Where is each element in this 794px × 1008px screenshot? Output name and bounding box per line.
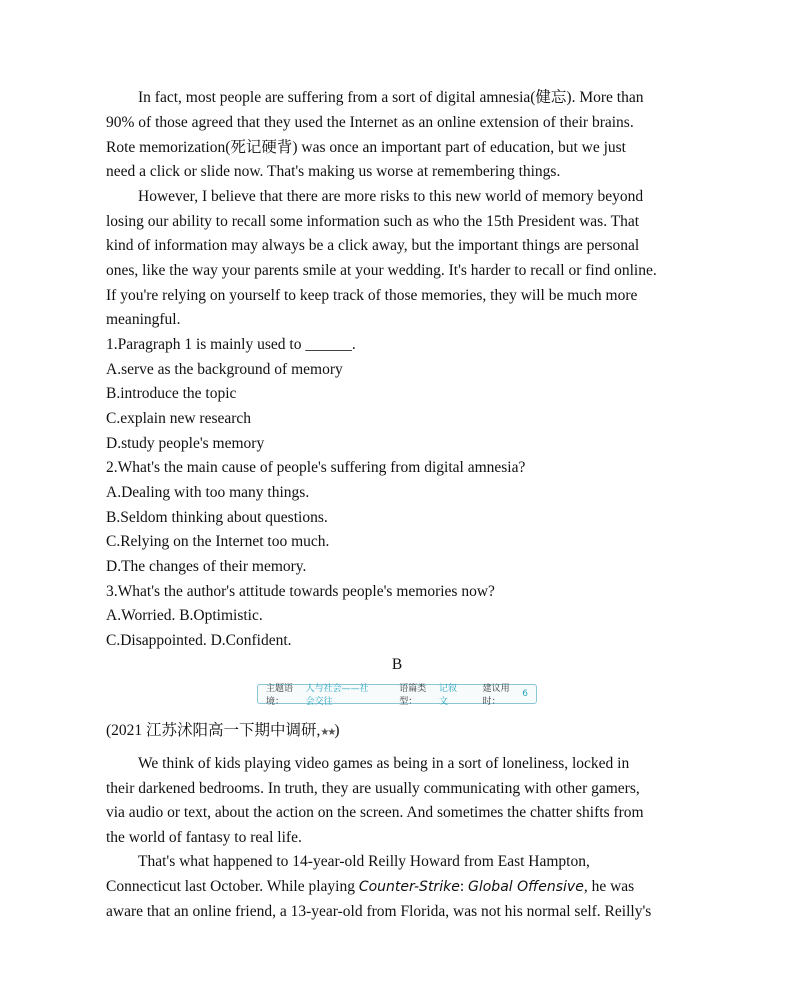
text-run: Connecticut last October. While playing — [106, 878, 359, 895]
answer-option: D.study people's memory — [106, 435, 265, 452]
question-stem: 2.What's the main cause of people's suffering from digital amnesia? — [106, 459, 526, 476]
paragraph-line: Rote memorization(死记硬背) was once an important part of education, but we just — [106, 139, 626, 156]
answer-option: A.Worried. B.Optimistic. — [106, 607, 263, 624]
difficulty-stars-icon: ★★ — [320, 727, 335, 738]
paragraph-line: meaningful. — [106, 311, 181, 328]
text-run: , he was — [583, 878, 635, 895]
paragraph-line: the world of fantasy to real life. — [106, 829, 302, 846]
game-subtitle: Global Offensive — [468, 879, 584, 895]
question-stem: 1.Paragraph 1 is mainly used to ______. — [106, 336, 356, 353]
source-close: ) — [334, 722, 340, 739]
answer-option: A.Dealing with too many things. — [106, 484, 310, 501]
theme-label: 主题语境： — [266, 684, 294, 707]
paragraph-line: That's what happened to 14-year-old Reilly Howard from East Hampton, — [138, 853, 590, 870]
answer-option: C.explain new research — [106, 410, 252, 427]
paragraph-line: via audio or text, about the action on the screen. And sometimes the chatter shifts from — [106, 804, 644, 821]
paragraph-line: losing our ability to recall some information such as who the 15th President was. That — [106, 213, 640, 230]
answer-option: D.The changes of their memory. — [106, 558, 307, 575]
paragraph-line: ones, like the way your parents smile at your wedding. It's harder to recall or find online. — [106, 262, 657, 279]
game-title: Counter-Strike — [358, 879, 460, 895]
answer-option: C.Relying on the Internet too much. — [106, 533, 330, 550]
time-label: 建议用时： — [482, 684, 510, 707]
paragraph-line: their darkened bedrooms. In truth, they are usually communicating with other gamers, — [106, 780, 640, 797]
answer-option: A.serve as the background of memory — [106, 361, 343, 378]
source-note — [106, 721, 696, 743]
answer-option: B.Seldom thinking about questions. — [106, 509, 328, 526]
paragraph-line: kind of information may always be a click away, but the important things are personal — [106, 237, 640, 254]
paragraph-line: In fact, most people are suffering from a sort of digital amnesia(健忘). More than — [138, 89, 644, 106]
paragraph-line: We think of kids playing video games as being in a sort of loneliness, locked in — [138, 755, 630, 772]
context-tag-bar — [257, 684, 537, 707]
paragraph-line: If you're relying on yourself to keep track of those memories, they will be much more — [106, 287, 638, 304]
answer-option: C.Disappointed. D.Confident. — [106, 632, 292, 649]
question-stem: 3.What's the author's attitude towards people's memories now? — [106, 583, 495, 600]
paragraph-line: However, I believe that there are more risks to this new world of memory beyond — [138, 188, 644, 205]
paragraph-line: aware that an online friend, a 13-year-old from Florida, was not his normal self. Reilly's — [106, 903, 652, 920]
answer-option: B.introduce the topic — [106, 385, 237, 402]
source-text: (2021 江苏沭阳高一下期中调研, — [106, 722, 321, 739]
paragraph-line: need a click or slide now. That's making us worse at remembering things. — [106, 163, 561, 180]
type-value: 记叙文 — [438, 684, 457, 707]
paragraph-line: 90% of those agreed that they used the Internet as an online extension of their brains. — [106, 114, 634, 131]
theme-value: 人与社会——社会交往 — [305, 684, 369, 707]
text-run: : — [459, 878, 468, 895]
section-heading: B — [391, 656, 403, 673]
paragraph-line — [106, 877, 696, 897]
type-label: 语篇类型： — [399, 684, 427, 707]
time-value: 6 — [522, 689, 529, 699]
